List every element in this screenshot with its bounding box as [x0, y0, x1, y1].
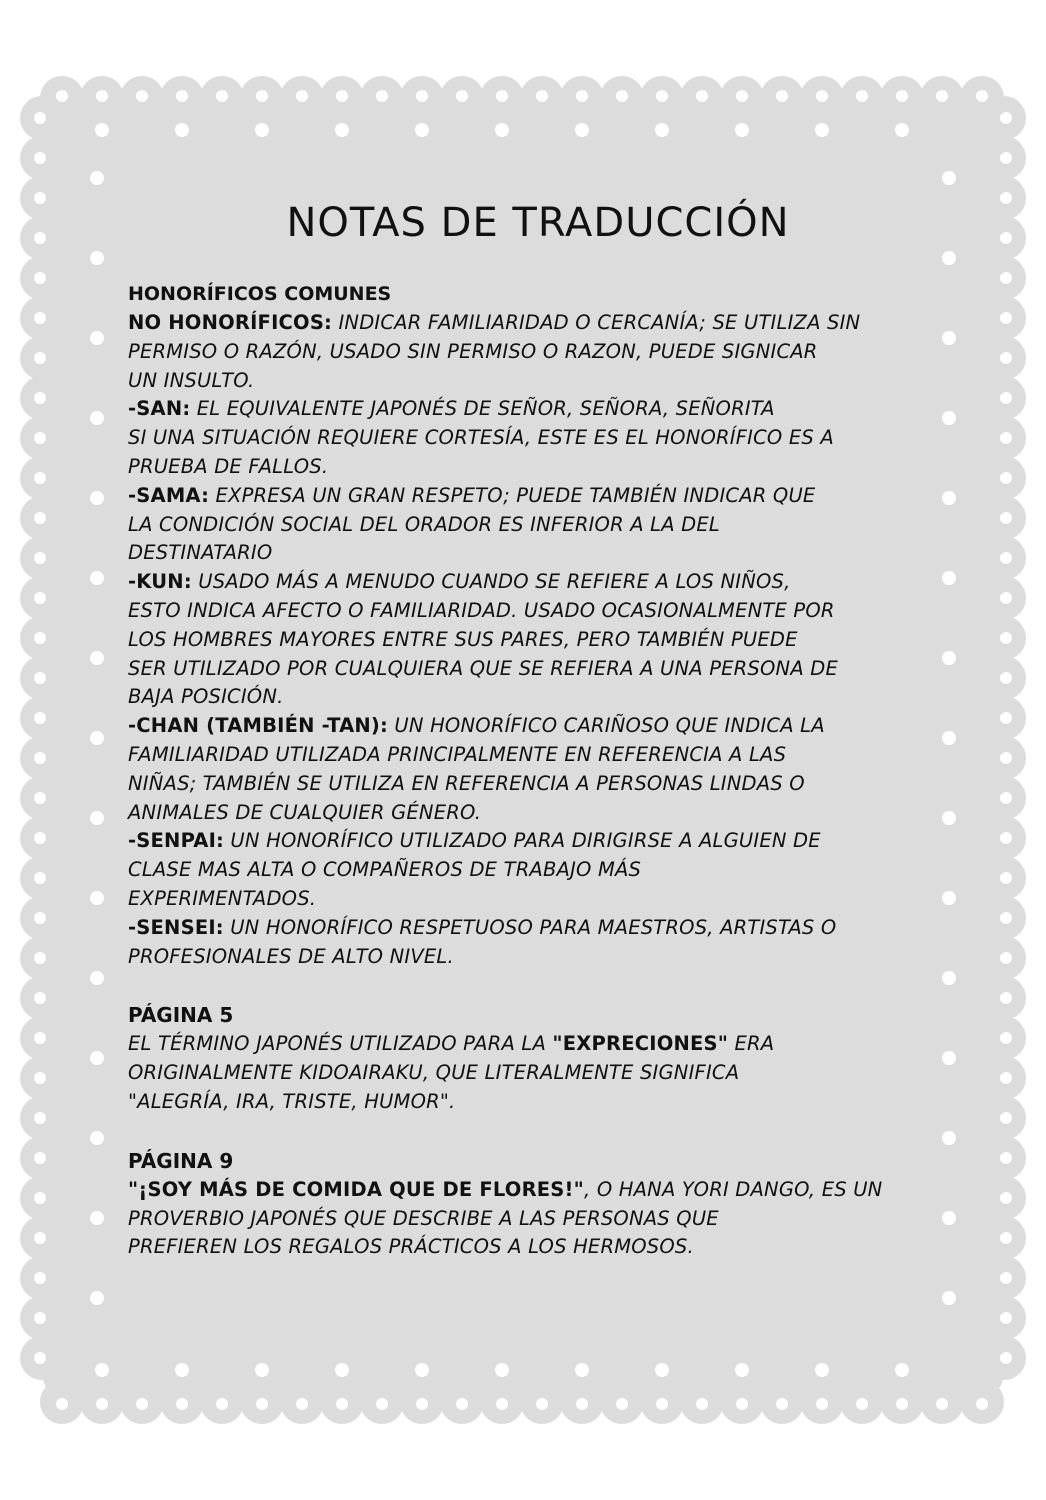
- lace-scallop: [34, 512, 46, 524]
- page-note-emphasis: "¡SOY MÁS DE COMIDA QUE DE FLORES!": [128, 1177, 585, 1201]
- lace-scallop: [1000, 1272, 1012, 1284]
- lace-scallop: [776, 90, 788, 102]
- lace-scallop: [942, 411, 956, 425]
- page-note-line: [128, 1176, 918, 1205]
- lace-scallop: [34, 672, 46, 684]
- honorific-line: NIÑAS; TAMBIÉN SE UTILIZA EN REFERENCIA A PERSONAS LINDAS O: [128, 771, 805, 795]
- honorific-line: PRUEBA DE FALLOS.: [128, 454, 329, 478]
- lace-scallop: [942, 1131, 956, 1145]
- lace-scallop: [1000, 352, 1012, 364]
- lace-scallop: [895, 123, 909, 137]
- lace-scallop: [296, 1398, 308, 1410]
- lace-scallop: [942, 971, 956, 985]
- lace-scallop: [1000, 112, 1012, 124]
- honorific-term: NO HONORÍFICOS:: [128, 311, 333, 334]
- honorific-line: UN INSULTO.: [128, 368, 255, 392]
- lace-scallop: [1000, 1232, 1012, 1244]
- lace-scallop: [175, 123, 189, 137]
- lace-scallop: [34, 1272, 46, 1284]
- lace-scallop: [34, 272, 46, 284]
- lace-scallop: [1000, 1352, 1012, 1364]
- honorific-text: UN HONORÍFICO UTILIZADO PARA DIRIGIRSE A ALGUIEN DE: [224, 829, 821, 853]
- lace-scallop: [256, 1398, 268, 1410]
- lace-scallop: [942, 491, 956, 505]
- lace-scallop: [496, 90, 508, 102]
- page-note-text: ERA: [728, 1032, 775, 1056]
- lace-scallop: [1000, 872, 1012, 884]
- lace-scallop: [1000, 512, 1012, 524]
- lace-scallop: [1000, 1112, 1012, 1124]
- honorific-line: LA CONDICIÓN SOCIAL DEL ORADOR ES INFERIOR A LA DEL: [128, 512, 720, 536]
- lace-scallop: [34, 1192, 46, 1204]
- lace-scallop: [90, 971, 104, 985]
- lace-scallop: [34, 432, 46, 444]
- lace-scallop: [1000, 552, 1012, 564]
- lace-scallop: [34, 1312, 46, 1324]
- lace-scallop: [1000, 712, 1012, 724]
- honorific-line: BAJA POSICIÓN.: [128, 685, 284, 709]
- lace-scallop: [90, 411, 104, 425]
- lace-scallop: [176, 1398, 188, 1410]
- lace-scallop: [1000, 752, 1012, 764]
- lace-scallop: [34, 312, 46, 324]
- page-note-line: "ALEGRÍA, IRA, TRISTE, HUMOR".: [128, 1089, 456, 1113]
- lace-scallop: [575, 1363, 589, 1377]
- honorific-line: [128, 568, 918, 597]
- page-note-emphasis: "EXPRECIONES": [552, 1032, 729, 1056]
- page-note-line: PROVERBIO JAPONÉS QUE DESCRIBE A LAS PERSONAS QUE: [128, 1206, 719, 1230]
- lace-scallop: [256, 90, 268, 102]
- lace-scallop: [1000, 312, 1012, 324]
- lace-scallop: [96, 1398, 108, 1410]
- lace-scallop: [335, 1363, 349, 1377]
- lace-scallop: [96, 90, 108, 102]
- honorific-term: -SAN:: [128, 397, 191, 421]
- lace-scallop: [34, 592, 46, 604]
- lace-scallop: [735, 1363, 749, 1377]
- lace-scallop: [575, 123, 589, 137]
- lace-scallop: [1000, 592, 1012, 604]
- lace-scallop: [34, 1112, 46, 1124]
- honorific-line: LOS HOMBRES MAYORES ENTRE SUS PARES, PERO TAMBIÉN PUEDE: [128, 627, 798, 651]
- lace-scallop: [336, 90, 348, 102]
- honorific-line: SER UTILIZADO POR CUALQUIERA QUE SE REFIERA A UNA PERSONA DE: [128, 656, 839, 680]
- lace-scallop: [736, 1398, 748, 1410]
- lace-scallop: [34, 1072, 46, 1084]
- lace-scallop: [90, 251, 104, 265]
- lace-scallop: [335, 123, 349, 137]
- honorific-term: -SENSEI:: [128, 915, 224, 939]
- lace-scallop: [216, 1398, 228, 1410]
- lace-scallop: [95, 1363, 109, 1377]
- lace-scallop: [1000, 992, 1012, 1004]
- lace-scallop: [696, 1398, 708, 1410]
- lace-scallop: [936, 90, 948, 102]
- honorific-line: [128, 309, 918, 338]
- lace-scallop: [856, 1398, 868, 1410]
- lace-scallop: [90, 1211, 104, 1225]
- lace-scallop: [942, 571, 956, 585]
- honorifics-heading: HONORÍFICOS COMUNES: [128, 283, 392, 305]
- lace-scallop: [1000, 1072, 1012, 1084]
- lace-scallop: [815, 1363, 829, 1377]
- lace-scallop: [56, 1398, 68, 1410]
- lace-scallop: [416, 90, 428, 102]
- lace-scallop: [255, 123, 269, 137]
- page-note-line: [128, 1030, 918, 1059]
- lace-scallop: [656, 1398, 668, 1410]
- lace-scallop: [1000, 392, 1012, 404]
- lace-scallop: [1000, 632, 1012, 644]
- lace-scallop: [776, 1398, 788, 1410]
- lace-scallop: [1000, 672, 1012, 684]
- lace-scallop: [34, 1232, 46, 1244]
- lace-scallop: [1000, 152, 1012, 164]
- lace-scallop: [90, 891, 104, 905]
- lace-scallop: [495, 1363, 509, 1377]
- lace-scallop: [936, 1398, 948, 1410]
- honorific-text: UN HONORÍFICO RESPETUOSO PARA MAESTROS, ARTISTAS O: [223, 915, 837, 939]
- lace-scallop: [415, 1363, 429, 1377]
- page-note-text: , O HANA YORI DANGO, ES UN: [584, 1177, 883, 1201]
- lace-scallop: [1000, 1312, 1012, 1324]
- honorific-text: UN HONORÍFICO CARIÑOSO QUE INDICA LA: [388, 714, 825, 738]
- translation-notes: [128, 200, 918, 1262]
- lace-scallop: [616, 1398, 628, 1410]
- lace-scallop: [1000, 1192, 1012, 1204]
- lace-scallop: [942, 731, 956, 745]
- page-note-line: PREFIEREN LOS REGALOS PRÁCTICOS A LOS HERMOSOS.: [128, 1235, 694, 1259]
- lace-scallop: [976, 90, 988, 102]
- lace-scallop: [942, 1211, 956, 1225]
- lace-scallop: [976, 1398, 988, 1410]
- lace-scallop: [456, 90, 468, 102]
- lace-scallop: [656, 90, 668, 102]
- honorific-line: EXPERIMENTADOS.: [128, 886, 317, 910]
- lace-scallop: [576, 90, 588, 102]
- lace-scallop: [1000, 952, 1012, 964]
- honorific-line: PROFESIONALES DE ALTO NIVEL.: [128, 944, 454, 968]
- lace-scallop: [34, 752, 46, 764]
- lace-scallop: [1000, 232, 1012, 244]
- lace-scallop: [495, 123, 509, 137]
- honorific-line: ESTO INDICA AFECTO O FAMILIARIDAD. USADO OCASIONALMENTE POR: [128, 598, 835, 622]
- page-note-5: [128, 1001, 918, 1116]
- honorific-line: DESTINATARIO: [128, 541, 273, 565]
- lace-scallop: [90, 651, 104, 665]
- honorific-line: [128, 914, 918, 943]
- lace-scallop: [255, 1363, 269, 1377]
- lace-scallop: [136, 90, 148, 102]
- lace-scallop: [536, 1398, 548, 1410]
- lace-scallop: [616, 90, 628, 102]
- page-note-label: PÁGINA 5: [128, 1003, 234, 1028]
- lace-scallop: [90, 1291, 104, 1305]
- lace-scallop: [56, 90, 68, 102]
- lace-scallop: [655, 1363, 669, 1377]
- honorific-line: [128, 712, 918, 741]
- lace-scallop: [896, 1398, 908, 1410]
- page-note-text: EL TÉRMINO JAPONÉS UTILIZADO PARA LA: [128, 1032, 553, 1056]
- lace-scallop: [34, 152, 46, 164]
- lace-scallop: [216, 90, 228, 102]
- lace-scallop: [1000, 272, 1012, 284]
- lace-scallop: [90, 1051, 104, 1065]
- honorific-text: USADO MÁS A MENUDO CUANDO SE REFIERE A LOS NIÑOS,: [191, 570, 791, 594]
- lace-scallop: [34, 352, 46, 364]
- lace-scallop: [536, 90, 548, 102]
- lace-scallop: [34, 392, 46, 404]
- lace-scallop: [576, 1398, 588, 1410]
- honorific-line: SI UNA SITUACIÓN REQUIERE CORTESÍA, ESTE ES EL HONORÍFICO ES A: [128, 426, 834, 450]
- honorific-text: EL EQUIVALENTE JAPONÉS DE SEÑOR, SEÑORA, SEÑORITA: [190, 397, 775, 421]
- lace-scallop: [90, 171, 104, 185]
- honorific-term: -KUN:: [128, 570, 192, 594]
- lace-scallop: [136, 1398, 148, 1410]
- lace-scallop: [1000, 1152, 1012, 1164]
- lace-scallop: [942, 1051, 956, 1065]
- lace-scallop: [1000, 432, 1012, 444]
- honorific-text: INDICAR FAMILIARIDAD O CERCANÍA; SE UTILIZA SIN: [332, 311, 861, 334]
- lace-scallop: [296, 90, 308, 102]
- lace-scallop: [34, 712, 46, 724]
- lace-scallop: [336, 1398, 348, 1410]
- lace-scallop: [1000, 912, 1012, 924]
- lace-scallop: [815, 123, 829, 137]
- lace-scallop: [34, 1032, 46, 1044]
- lace-scallop: [942, 1291, 956, 1305]
- lace-scallop: [735, 123, 749, 137]
- honorific-line: [128, 482, 918, 511]
- page-title: NOTAS DE TRADUCCIÓN: [286, 200, 790, 246]
- lace-scallop: [90, 331, 104, 345]
- lace-scallop: [34, 552, 46, 564]
- honorific-text: EXPRESA UN GRAN RESPETO; PUEDE TAMBIÉN INDICAR QUE: [209, 483, 816, 507]
- lace-scallop: [90, 491, 104, 505]
- lace-scallop: [942, 251, 956, 265]
- lace-scallop: [736, 90, 748, 102]
- lace-scallop: [34, 1152, 46, 1164]
- lace-scallop: [95, 123, 109, 137]
- lace-scallop: [175, 1363, 189, 1377]
- lace-scallop: [1000, 472, 1012, 484]
- honorific-term: -SAMA:: [128, 483, 210, 507]
- honorific-term: -CHAN (TAMBIÉN -TAN):: [128, 714, 389, 738]
- honorifics-list: [128, 309, 918, 971]
- lace-scallop: [942, 811, 956, 825]
- lace-scallop: [456, 1398, 468, 1410]
- lace-scallop: [1000, 1032, 1012, 1044]
- lace-scallop: [34, 952, 46, 964]
- lace-scallop: [376, 1398, 388, 1410]
- honorific-line: PERMISO O RAZÓN, USADO SIN PERMISO O RAZON, PUEDE SIGNICAR: [128, 339, 818, 363]
- lace-scallop: [895, 1363, 909, 1377]
- honorific-line: FAMILIARIDAD UTILIZADA PRINCIPALMENTE EN REFERENCIA A LAS: [128, 742, 787, 766]
- lace-scallop: [942, 171, 956, 185]
- lace-scallop: [942, 651, 956, 665]
- lace-scallop: [90, 1131, 104, 1145]
- lace-scallop: [34, 112, 46, 124]
- lace-scallop: [942, 331, 956, 345]
- lace-scallop: [856, 90, 868, 102]
- lace-scallop: [816, 1398, 828, 1410]
- lace-scallop: [896, 90, 908, 102]
- honorific-term: -SENPAI:: [128, 829, 225, 853]
- honorific-line: CLASE MAS ALTA O COMPAÑEROS DE TRABAJO MÁS: [128, 858, 642, 882]
- lace-scallop: [655, 123, 669, 137]
- lace-scallop: [34, 232, 46, 244]
- lace-scallop: [34, 872, 46, 884]
- page-note-line: ORIGINALMENTE KIDOAIRAKU, QUE LITERALMENTE SIGNIFICA: [128, 1061, 740, 1085]
- page-note-label: PÁGINA 9: [128, 1148, 234, 1173]
- lace-scallop: [1000, 832, 1012, 844]
- lace-scallop: [90, 571, 104, 585]
- lace-scallop: [1000, 792, 1012, 804]
- page-note-9: [128, 1147, 918, 1262]
- lace-scallop: [34, 472, 46, 484]
- lace-scallop: [416, 1398, 428, 1410]
- lace-scallop: [90, 731, 104, 745]
- lace-scallop: [90, 811, 104, 825]
- lace-scallop: [34, 832, 46, 844]
- honorific-line: [128, 395, 918, 424]
- lace-scallop: [34, 792, 46, 804]
- lace-scallop: [415, 123, 429, 137]
- lace-scallop: [696, 90, 708, 102]
- honorific-line: [128, 827, 918, 856]
- honorific-line: ANIMALES DE CUALQUIER GÉNERO.: [128, 800, 482, 824]
- lace-scallop: [376, 90, 388, 102]
- lace-scallop: [34, 992, 46, 1004]
- lace-scallop: [34, 912, 46, 924]
- lace-scallop: [34, 1352, 46, 1364]
- lace-scallop: [176, 90, 188, 102]
- lace-scallop: [34, 632, 46, 644]
- lace-scallop: [1000, 192, 1012, 204]
- lace-scallop: [496, 1398, 508, 1410]
- lace-scallop: [816, 90, 828, 102]
- lace-scallop: [942, 891, 956, 905]
- lace-scallop: [34, 192, 46, 204]
